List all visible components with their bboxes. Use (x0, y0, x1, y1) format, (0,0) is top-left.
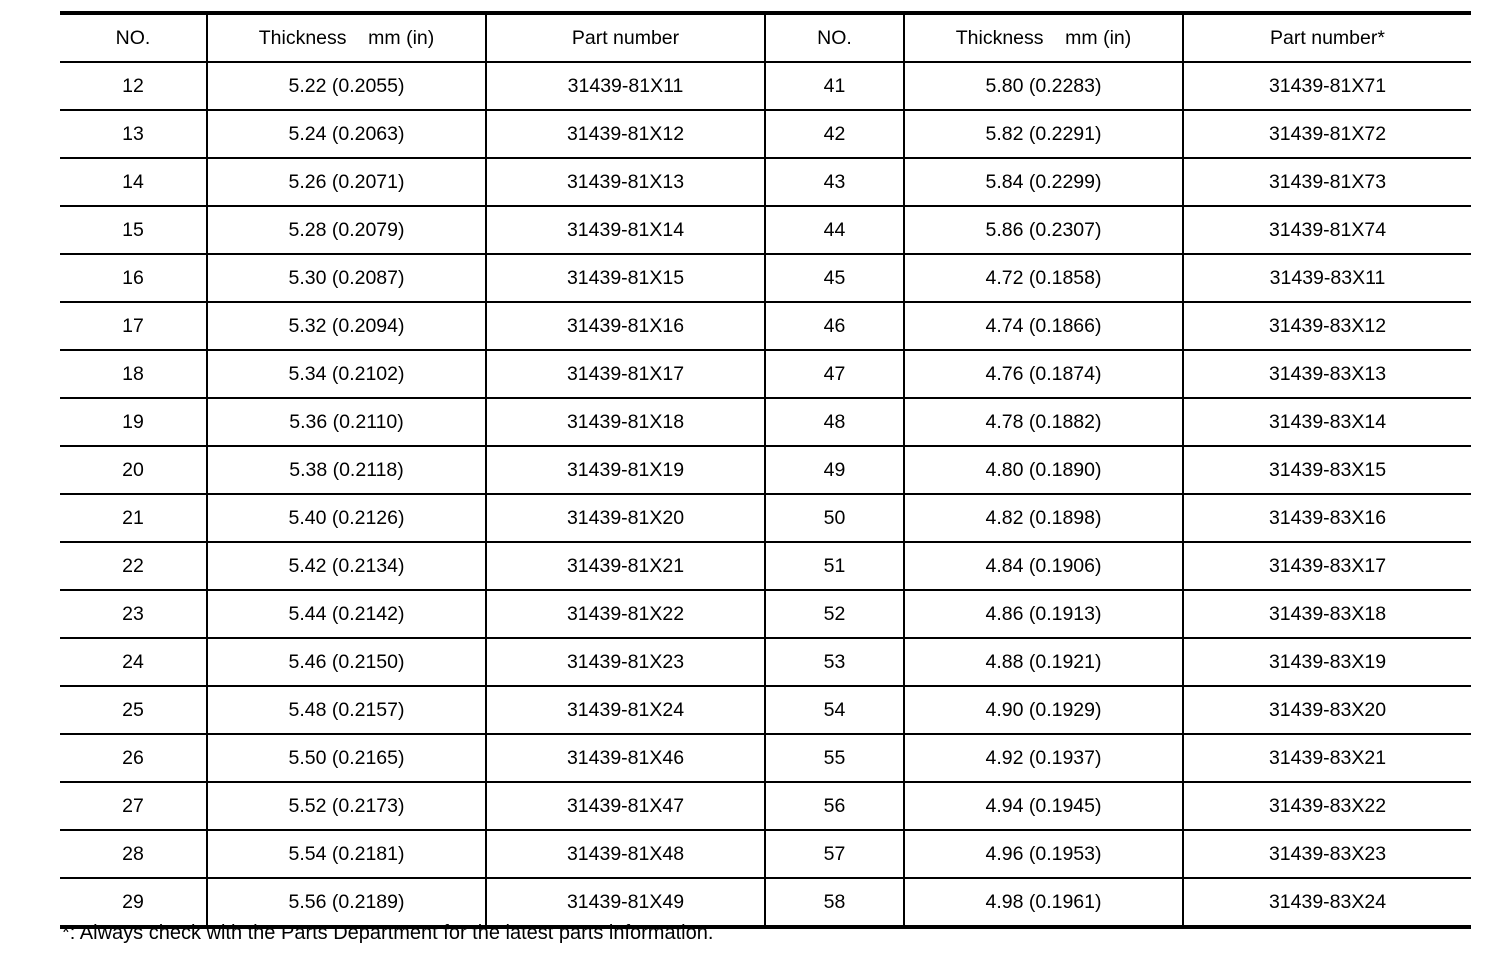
cell-thickness-left: 5.44 (0.2142) (207, 590, 486, 638)
header-part-number-right: Part number* (1183, 13, 1471, 62)
cell-no-left: 22 (60, 542, 207, 590)
cell-part-number-right: 31439-83X16 (1183, 494, 1471, 542)
cell-part-number-right: 31439-83X15 (1183, 446, 1471, 494)
cell-part-number-right: 31439-83X19 (1183, 638, 1471, 686)
cell-thickness-right: 4.90 (0.1929) (904, 686, 1183, 734)
cell-thickness-right: 4.76 (0.1874) (904, 350, 1183, 398)
cell-part-number-right: 31439-81X73 (1183, 158, 1471, 206)
cell-thickness-left: 5.54 (0.2181) (207, 830, 486, 878)
cell-no-left: 14 (60, 158, 207, 206)
cell-no-right: 58 (765, 878, 904, 927)
cell-no-right: 56 (765, 782, 904, 830)
cell-no-right: 52 (765, 590, 904, 638)
cell-thickness-right: 4.74 (0.1866) (904, 302, 1183, 350)
cell-part-number-right: 31439-81X74 (1183, 206, 1471, 254)
cell-part-number-right: 31439-83X23 (1183, 830, 1471, 878)
cell-no-right: 49 (765, 446, 904, 494)
cell-no-right: 45 (765, 254, 904, 302)
table-row (60, 446, 1471, 494)
cell-no-left: 27 (60, 782, 207, 830)
cell-no-right: 43 (765, 158, 904, 206)
cell-no-left: 29 (60, 878, 207, 927)
cell-no-left: 24 (60, 638, 207, 686)
cell-thickness-left: 5.26 (0.2071) (207, 158, 486, 206)
cell-no-right: 51 (765, 542, 904, 590)
cell-no-left: 19 (60, 398, 207, 446)
cell-thickness-right: 4.98 (0.1961) (904, 878, 1183, 927)
table-row (60, 494, 1471, 542)
cell-no-right: 42 (765, 110, 904, 158)
cell-no-right: 41 (765, 62, 904, 110)
cell-part-number-right: 31439-83X20 (1183, 686, 1471, 734)
cell-no-right: 55 (765, 734, 904, 782)
cell-part-number-right: 31439-83X18 (1183, 590, 1471, 638)
cell-thickness-left: 5.48 (0.2157) (207, 686, 486, 734)
cell-no-right: 50 (765, 494, 904, 542)
cell-part-number-left: 31439-81X24 (486, 686, 765, 734)
shim-thickness-table (60, 11, 1471, 929)
cell-no-left: 18 (60, 350, 207, 398)
cell-thickness-right: 5.84 (0.2299) (904, 158, 1183, 206)
table-row (60, 638, 1471, 686)
cell-thickness-right: 4.80 (0.1890) (904, 446, 1183, 494)
cell-thickness-left: 5.40 (0.2126) (207, 494, 486, 542)
cell-thickness-left: 5.38 (0.2118) (207, 446, 486, 494)
cell-thickness-right: 4.94 (0.1945) (904, 782, 1183, 830)
cell-part-number-left: 31439-81X13 (486, 158, 765, 206)
cell-part-number-right: 31439-83X17 (1183, 542, 1471, 590)
cell-thickness-left: 5.36 (0.2110) (207, 398, 486, 446)
cell-no-left: 23 (60, 590, 207, 638)
cell-part-number-left: 31439-81X49 (486, 878, 765, 927)
cell-no-left: 17 (60, 302, 207, 350)
cell-no-right: 48 (765, 398, 904, 446)
cell-thickness-right: 4.78 (0.1882) (904, 398, 1183, 446)
table-row (60, 830, 1471, 878)
cell-thickness-right: 5.80 (0.2283) (904, 62, 1183, 110)
cell-part-number-right: 31439-83X24 (1183, 878, 1471, 927)
header-no-left: NO. (60, 13, 207, 62)
footnote: *: Always check with the Parts Department for the latest parts information. (62, 922, 714, 944)
cell-part-number-left: 31439-81X47 (486, 782, 765, 830)
cell-part-number-left: 31439-81X15 (486, 254, 765, 302)
cell-part-number-left: 31439-81X11 (486, 62, 765, 110)
cell-part-number-right: 31439-83X13 (1183, 350, 1471, 398)
cell-part-number-left: 31439-81X14 (486, 206, 765, 254)
table-row (60, 62, 1471, 110)
cell-thickness-right: 5.86 (0.2307) (904, 206, 1183, 254)
cell-no-left: 13 (60, 110, 207, 158)
cell-thickness-right: 4.72 (0.1858) (904, 254, 1183, 302)
table-row (60, 254, 1471, 302)
header-no-right: NO. (765, 13, 904, 62)
cell-no-right: 54 (765, 686, 904, 734)
cell-thickness-left: 5.32 (0.2094) (207, 302, 486, 350)
cell-thickness-right: 4.82 (0.1898) (904, 494, 1183, 542)
cell-part-number-right: 31439-83X14 (1183, 398, 1471, 446)
table-row (60, 590, 1471, 638)
table-row (60, 686, 1471, 734)
cell-part-number-left: 31439-81X16 (486, 302, 765, 350)
header-thickness-right: Thickness mm (in) (904, 13, 1183, 62)
cell-part-number-left: 31439-81X21 (486, 542, 765, 590)
cell-part-number-right: 31439-83X11 (1183, 254, 1471, 302)
cell-thickness-left: 5.46 (0.2150) (207, 638, 486, 686)
cell-part-number-left: 31439-81X23 (486, 638, 765, 686)
cell-thickness-right: 5.82 (0.2291) (904, 110, 1183, 158)
cell-part-number-left: 31439-81X18 (486, 398, 765, 446)
table-body (60, 62, 1471, 927)
cell-part-number-left: 31439-81X46 (486, 734, 765, 782)
cell-thickness-left: 5.42 (0.2134) (207, 542, 486, 590)
cell-thickness-left: 5.52 (0.2173) (207, 782, 486, 830)
table-row (60, 878, 1471, 927)
cell-no-left: 28 (60, 830, 207, 878)
cell-part-number-left: 31439-81X17 (486, 350, 765, 398)
cell-part-number-right: 31439-83X12 (1183, 302, 1471, 350)
cell-thickness-right: 4.86 (0.1913) (904, 590, 1183, 638)
cell-part-number-left: 31439-81X19 (486, 446, 765, 494)
cell-thickness-left: 5.30 (0.2087) (207, 254, 486, 302)
cell-part-number-right: 31439-81X71 (1183, 62, 1471, 110)
cell-no-left: 25 (60, 686, 207, 734)
cell-thickness-right: 4.88 (0.1921) (904, 638, 1183, 686)
cell-no-left: 15 (60, 206, 207, 254)
cell-thickness-right: 4.96 (0.1953) (904, 830, 1183, 878)
cell-thickness-left: 5.24 (0.2063) (207, 110, 486, 158)
table-row (60, 110, 1471, 158)
cell-no-left: 21 (60, 494, 207, 542)
cell-no-right: 44 (765, 206, 904, 254)
cell-part-number-left: 31439-81X12 (486, 110, 765, 158)
cell-no-left: 20 (60, 446, 207, 494)
cell-thickness-right: 4.92 (0.1937) (904, 734, 1183, 782)
header-part-number-left: Part number (486, 13, 765, 62)
cell-thickness-left: 5.50 (0.2165) (207, 734, 486, 782)
cell-no-right: 46 (765, 302, 904, 350)
cell-no-right: 53 (765, 638, 904, 686)
table-row (60, 398, 1471, 446)
cell-part-number-right: 31439-83X21 (1183, 734, 1471, 782)
cell-thickness-left: 5.22 (0.2055) (207, 62, 486, 110)
cell-no-left: 12 (60, 62, 207, 110)
cell-no-right: 57 (765, 830, 904, 878)
cell-thickness-right: 4.84 (0.1906) (904, 542, 1183, 590)
cell-part-number-left: 31439-81X20 (486, 494, 765, 542)
cell-part-number-left: 31439-81X48 (486, 830, 765, 878)
table-row (60, 350, 1471, 398)
cell-thickness-left: 5.56 (0.2189) (207, 878, 486, 927)
table-row (60, 734, 1471, 782)
table-row (60, 782, 1471, 830)
cell-part-number-right: 31439-83X22 (1183, 782, 1471, 830)
cell-part-number-right: 31439-81X72 (1183, 110, 1471, 158)
table-row (60, 542, 1471, 590)
cell-no-right: 47 (765, 350, 904, 398)
cell-thickness-left: 5.28 (0.2079) (207, 206, 486, 254)
header-thickness-left: Thickness mm (in) (207, 13, 486, 62)
table-row (60, 206, 1471, 254)
table-row (60, 302, 1471, 350)
table-row (60, 158, 1471, 206)
cell-no-left: 16 (60, 254, 207, 302)
cell-part-number-left: 31439-81X22 (486, 590, 765, 638)
cell-no-left: 26 (60, 734, 207, 782)
header-row (60, 13, 1471, 62)
cell-thickness-left: 5.34 (0.2102) (207, 350, 486, 398)
